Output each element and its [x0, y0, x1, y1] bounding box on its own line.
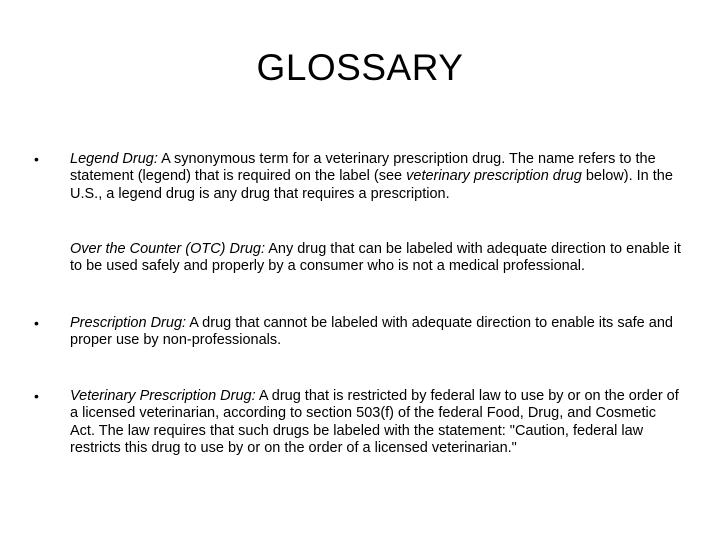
bullet-icon: •: [34, 388, 39, 404]
glossary-definition: A drug that cannot be labeled with adequate direction to enable its safe and proper use by non-professionals.: [70, 315, 673, 349]
glossary-entry-otc-drug: [70, 241, 682, 276]
glossary-entry-veterinary-prescription-drug: [70, 388, 682, 458]
bullet-icon: •: [34, 151, 39, 167]
bullet-icon: •: [34, 315, 39, 331]
glossary-term: Over the Counter (OTC) Drug:: [70, 241, 265, 257]
glossary-definition: below). In the U.S., a legend drug is any drug that requires a prescription.: [70, 168, 673, 202]
glossary-definition: Any drug that can be labeled with adequate direction to enable it to be used safely and properly by a consumer who is not a medical professional.: [70, 241, 681, 275]
glossary-term: Legend Drug:: [70, 151, 158, 167]
glossary-entry-prescription-drug: [70, 315, 682, 350]
glossary-cross-reference: veterinary prescription drug: [406, 168, 582, 185]
glossary-term: Prescription Drug:: [70, 315, 187, 331]
glossary-term: Veterinary Prescription Drug:: [70, 388, 256, 404]
glossary-entry-legend-drug: [70, 151, 682, 203]
glossary-definition: A drug that is restricted by federal law to use by or on the order of a licensed veterinarian, according to section 503(f) of the federal Food, Drug, and Cosmetic Act. The law requires that such drugs be labeled with the statement: "Caution, federal law restricts this drug to use by or on the order of a licensed veterinarian.": [70, 388, 679, 457]
page-title: GLOSSARY: [256, 47, 464, 88]
glossary-definition: A synonymous term for a veterinary prescription drug. The name refers to the statement (legend) that is required on the label (see: [70, 151, 656, 185]
